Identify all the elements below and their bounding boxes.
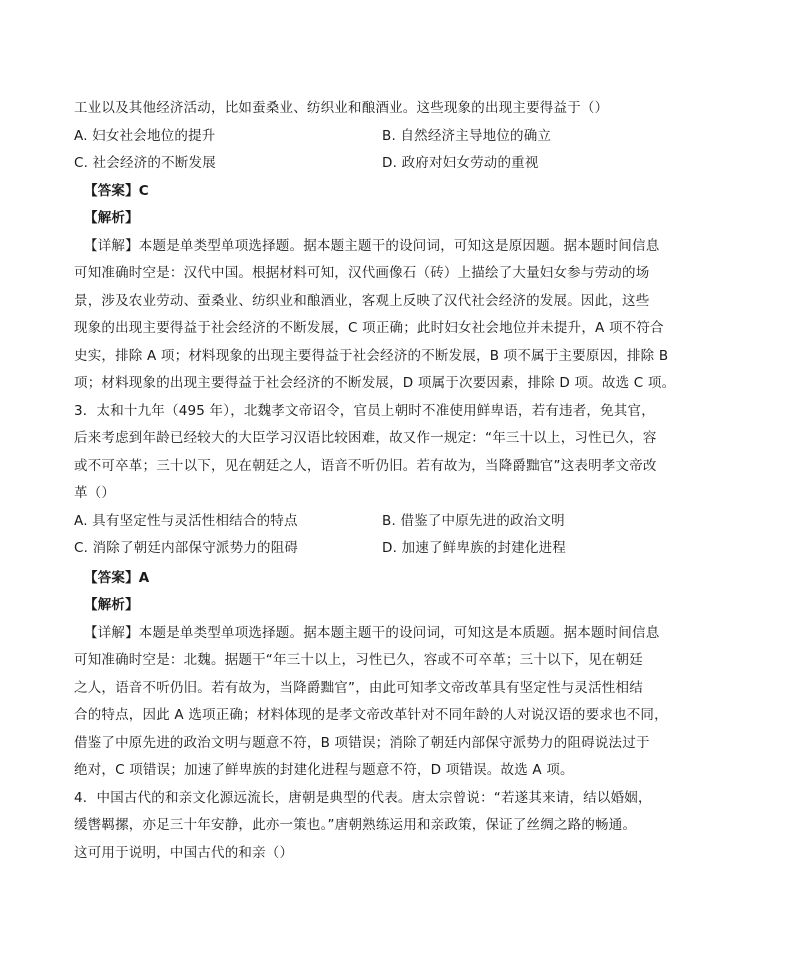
q2-option-a: A. 妇女社会地位的提升 [74, 127, 216, 144]
q3-options-row-1 [74, 508, 720, 536]
q3-detail-line: 可知准确时空是：北魏。据题干“年三十以上，习性已久，容或不可卒革；三十以下，见在朝廷 [74, 652, 643, 668]
q3-stem-line: 3．太和十九年（495 年），北魏孝文帝诏令，官员上朝时不准使用鲜卑语，若有违者，免其官， [74, 402, 655, 419]
document-content [74, 95, 720, 867]
q3-option-b: B. 借鉴了中原先进的政治文明 [382, 512, 565, 529]
q2-option-b: B. 自然经济主导地位的确立 [382, 127, 552, 144]
q2-option-c: C. 社会经济的不断发展 [74, 155, 216, 171]
q3-answer: 【答案】A [84, 569, 150, 586]
q3-stem-line: 或不可卒革；三十以下，见在朝廷之人，语音不听仍旧。若有故为，当降爵黜官”这表明孝文帝改 [74, 457, 657, 474]
q2-detail-line: 【详解】本题是单类型单项选择题。据本题主题干的设问词，可知这是原因题。据本题时间信息 [84, 237, 660, 254]
q2-detail-line: 史实，排除 A 项；材料现象的出现主要得益于社会经济的不断发展，B 项不属于主要原因，排除 B [74, 347, 669, 364]
q4-stem-line: 缓辔羁摞，亦足三十年安静，此亦一策也。”唐朝熟练运用和亲政策，保证了丝绸之路的畅通。 [74, 817, 637, 833]
q3-options-row-2 [74, 535, 720, 563]
q3-stem-line: 后来考虑到年龄已经较大的大臣学习汉语比较困难，故又作一规定：“年三十以上，习性已久，容 [74, 430, 657, 446]
q3-option-a: A. 具有坚定性与灵活性相结合的特点 [74, 512, 298, 529]
q2-options-row-1 [74, 123, 720, 151]
q2-detail-line: 景，涉及农业劳动、蚕桑业、纺织业和酿酒业，客观上反映了汉代社会经济的发展。因此，这些 [74, 292, 650, 309]
q3-detail-line: 之人，语音不听仍旧。若有故为，当降爵黜官”，由此可知孝文帝改革具有坚定性与灵活性相结 [74, 679, 643, 696]
q2-options-row-2 [74, 150, 720, 178]
q3-analysis-heading: 【解析】 [84, 597, 139, 613]
q4-stem-line: 4．中国古代的和亲文化源远流长，唐朝是典型的代表。唐太宗曾说：“若遂其来请，结以婚姻， [74, 789, 652, 806]
q2-detail-line: 现象的出现主要得益于社会经济的不断发展，C 项正确；此时妇女社会地位并未提升，A 项不符合 [74, 320, 664, 336]
q3-detail-line: 【详解】本题是单类型单项选择题。据本题主题干的设问词，可知这是本质题。据本题时间信息 [84, 624, 660, 641]
q3-option-c: C. 消除了朝廷内部保守派势力的阻碍 [74, 540, 299, 556]
q3-stem-line: 革（） [74, 485, 116, 501]
q2-option-d: D. 政府对妇女劳动的重视 [382, 155, 539, 171]
q4-stem-line: 这可用于说明，中国古代的和亲（） [74, 844, 294, 861]
q3-detail-line: 绝对，C 项错误；加速了鲜卑族的封建化进程与题意不符，D 项错误。故选 A 项。 [74, 762, 574, 778]
q3-detail-line: 合的特点，因此 A 选项正确；材料体现的是孝文帝改革针对不同年龄的人对说汉语的要求也不同， [74, 707, 668, 723]
q2-answer: 【答案】C [84, 182, 149, 199]
q2-analysis-heading: 【解析】 [84, 210, 139, 226]
q2-detail-line: 可知准确时空是：汉代中国。根据材料可知，汉代画像石（砖）上描绘了大量妇女参与劳动的场 [74, 265, 650, 281]
q3-detail-line: 借鉴了中原先进的政治文明与题意不符，B 项错误；消除了朝廷内部保守派势力的阻碍说法过于 [74, 734, 650, 751]
q2-detail-line: 项；材料现象的出现主要得益于社会经济的不断发展，D 项属于次要因素，排除 D 项。故选 C 项。 [74, 375, 676, 391]
q3-option-d: D. 加速了鲜卑族的封建化进程 [382, 540, 566, 556]
q2-stem-line: 工业以及其他经济活动，比如蚕桑业、纺织业和酿酒业。这些现象的出现主要得益于（） [74, 100, 609, 116]
